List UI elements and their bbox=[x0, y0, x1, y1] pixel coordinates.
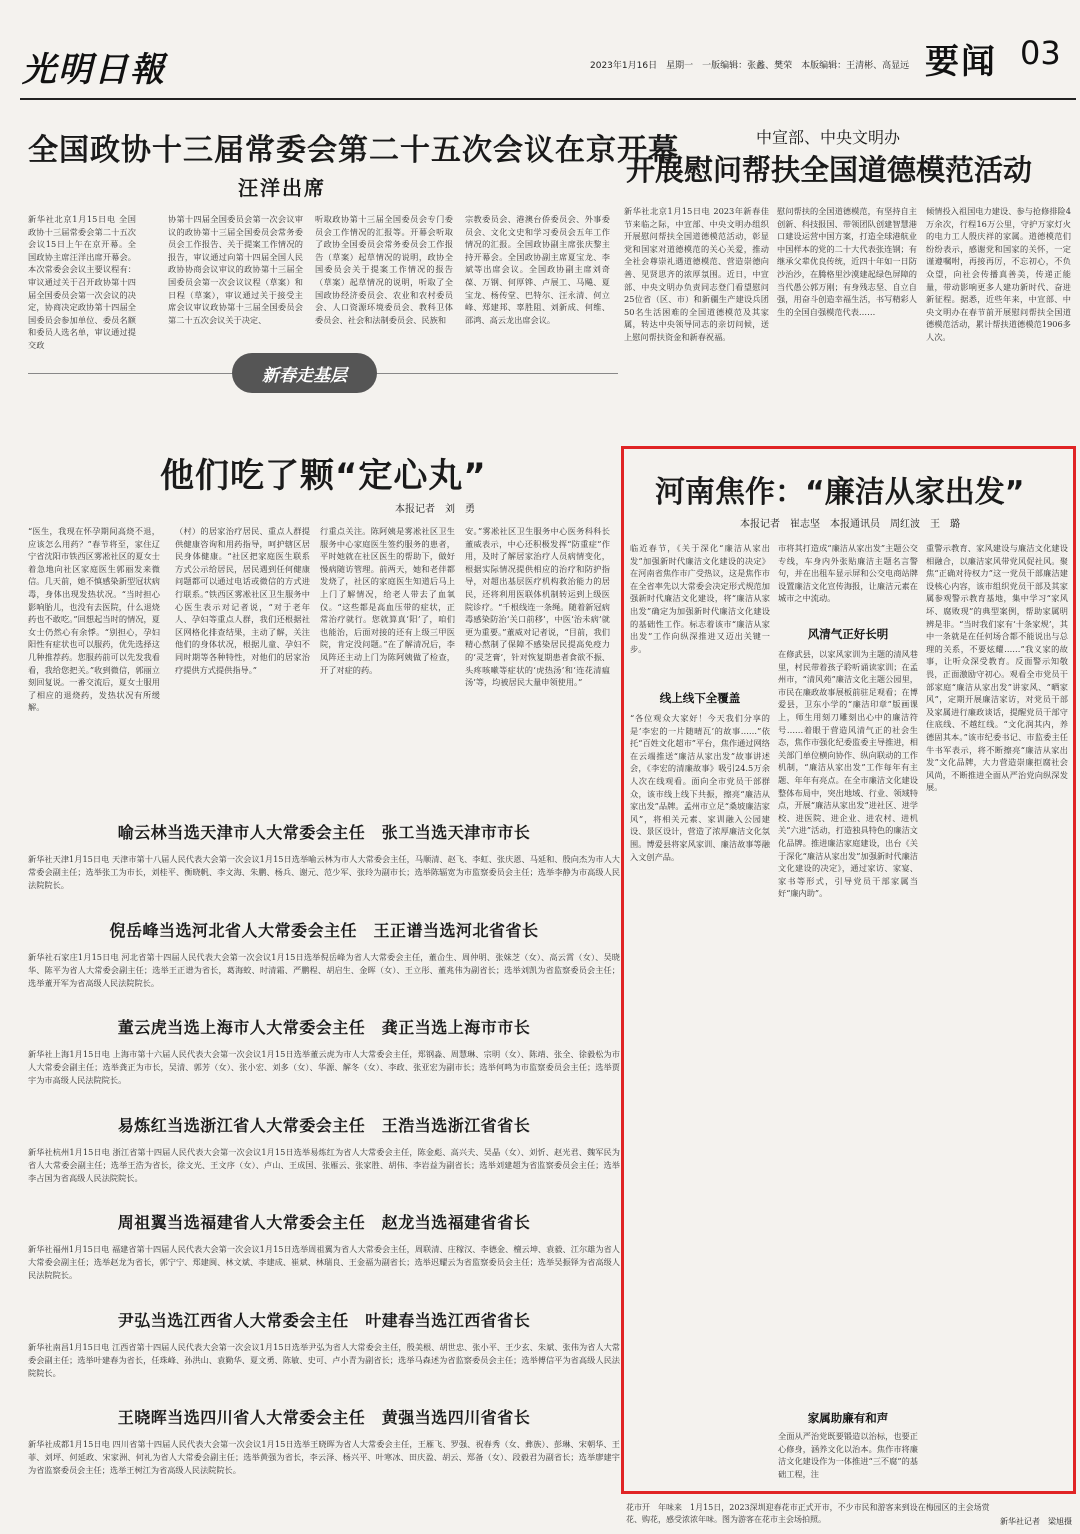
article1-col: 新华社北京1月15日电 全国政协十三届常委会第二十五次会议15日上午在京开幕。全国政协主席汪洋出席开幕会。本次常委会会议主要议程有：审议通过关于召开政协第十四届全国委员会第一次会议的决定，协商决定政协第十四届全国委员会参加单位、委员名额和委员人选名单，审议通过提交政 bbox=[28, 214, 136, 350]
article4-subhead: 风清气正好长明 bbox=[807, 627, 889, 641]
editors: 一版编辑：张蠡、樊荣 本版编辑：王清彬、高显远 bbox=[702, 61, 910, 71]
election-body: 新华社成都1月15日电 四川省第十四届人民代表大会第一次会议1月15日选举王晓晖为省人大常委会主任，王雁飞、罗强、祝春秀（女、彝族）、彭琳、宋朝华、王菲、刘坪、何延政、宋家洲、何礼为省人大常委会副主任；选举黄强为省长，李云泽、杨兴平、叶寒冰、田庆盈、胡云、郑备（女）、段毅君为副省长；选举廖建宇为省监察委员会主任；选举王树江为省高级人民法院院长。 bbox=[28, 1439, 620, 1475]
masthead-rule bbox=[20, 98, 1076, 100]
article4-subhead: 线上线下全覆盖 bbox=[659, 691, 741, 705]
page-number: 03 bbox=[1020, 34, 1061, 72]
article3-byline: 本报记者 刘 勇 bbox=[395, 504, 475, 515]
article2-headline: 开展慰问帮扶全国道德模范活动 bbox=[626, 153, 1033, 187]
election-title: 倪岳峰当选河北省人大常委会主任 王正谱当选河北省省长 bbox=[109, 921, 539, 940]
article2-col: 慰问帮扶的全国道德模范，有坚持自主创新、科技报国、带领团队创建智慧港口建设运营中国方案，打造全球港航业中国样本的党的二十大代表张连钢；有继承父辈优良传统，近四十年如一日防沙治沙，在腾格里沙漠建起绿色屏障的当代愚公郭万刚；有身残志坚、自立自强，用奋斗创造幸福生活，书写精彩人生的全国自强模范代表…… bbox=[777, 206, 917, 317]
election-body: 新华社杭州1月15日电 浙江省第十四届人民代表大会第一次会议1月15日选举易炼红为省人大常委会主任，陈金彪、高兴夫、吴晶（女）、刘忻、赵光君、魏军民为省人大常委会副主任；选举王浩为省长，徐文光、王文序（女）、卢山、王成国、张雁云、张家胜、胡伟、李岩益为副省长；选举刘建超为省监察委员会主任；选举李占国为省高级人民法院院长。 bbox=[28, 1147, 620, 1183]
dateline bbox=[590, 58, 909, 71]
election-title: 喻云林当选天津市人大常委会主任 张工当选天津市市长 bbox=[117, 823, 531, 842]
election-body: 新华社上海1月15日电 上海市第十六届人民代表大会第一次会议1月15日选举董云虎为市人大常委会主任，郑钢淼、周慧琳、宗明（女）、陈靖、张全、徐毅松为市人大常委会副主任；选举龚正为市长，吴清、郭芳（女）、张小宏、刘多（女）、华源、解冬（女）、李政、张亚宏为副市长；选举何鸣为市监察委员会主任；选举贾宇为市高级人民法院院长。 bbox=[28, 1049, 620, 1085]
photo-caption: 花市开 年味来 1月15日，2023深圳迎春花市正式开市，不少市民和游客来到设在梅园区的主会场赏花、购花，感受浓浓年味。图为游客在花市主会场拍照。 bbox=[626, 1503, 990, 1524]
article1-col: 宗教委员会、港澳台侨委员会、外事委员会、文化文史和学习委员会五年工作情况的汇报。全国政协副主席张庆黎主持开幕会。全国政协副主席夏宝龙、李斌等出席会议。全国政协副主席刘奇葆、万钢、何厚铧、卢展工、马飚、夏宝龙、杨传堂、巴特尔、汪永清、何立峰、郑建邦、辜胜阻、刘新成、何维、邵鸿、高云龙出席会议。 bbox=[465, 214, 610, 325]
article4-headline: 河南焦作：“廉洁从家出发” bbox=[655, 475, 1025, 510]
article4-col: 市将其打造成“廉洁从家出发”主题公交专线，车身内外张贴廉洁主题名言警句，并在出租车显示屏和公交电商站牌设置廉洁文化宣传海报，让廉洁元素在城市之中流动。 bbox=[778, 543, 918, 604]
election-body: 新华社石家庄1月15日电 河北省第十四届人民代表大会第一次会议1月15日选举倪岳峰为省人大常委会主任，董仚生、周仲明、张妹芝（女）、高云霄（女）、吴晓华、陈平为省人大常委会副主任；选举王正谱为省长，葛海蛟、时清霜、严鹏程、胡启生、金晖（女）、王立彤、董兆伟为副省长；选举刘凯为省监察委员会主任；选举董开军为省高级人民法院院长。 bbox=[28, 952, 620, 988]
election-body: 新华社福州1月15日电 福建省第十四届人民代表大会第一次会议1月15日选举周祖翼为省人大常委会主任，周联清、庄稼汉、李德金、檀云坤、袁毅、江尔雄为省人大常委会副主任；选举赵龙为省长，郭宁宁、郑建闽、林文斌、李建成、崔斌、林瑞良、王金福为副省长；选举迟耀云为省监察委员会主任；选举吴振铎为省高级人民法院院长。 bbox=[28, 1244, 620, 1280]
election-title: 易炼红当选浙江省人大常委会主任 王浩当选浙江省省长 bbox=[117, 1116, 531, 1135]
article3-col: “医生，我现在怀孕期间高烧不退，应该怎么用药？”春节将至，家住辽宁省沈阳市铁西区雾凇社区的夏女士着急地向社区家庭医生郭丽发来微信。几天前，她不慎感染新型冠状病毒，身体出现发热状况。“当时担心影响胎儿，也没有去医院，什么退烧药也不敢吃。”回想起当时的情况，夏女士仍然心有余悸。“别担心，孕妇阳性有症状也可以服药，优先选择这几种推荐药。您服药前可以先发我看看，我给您把关。”收到微信，郭丽立刻回复说。一番交流后，夏女士服用了相应的退烧药，发热状况有所缓解。 bbox=[28, 526, 160, 713]
article1-col: 听取政协第十三届全国委员会专门委员会工作情况的汇报等。开幕会听取了政协全国委员会常务委员会工作报告（草案）起草情况的说明，政协全国委员会关于提案工作情况的报告（草案）起草情况的说明，听取了全国政协经济委员会、农业和农村委员会、人口资源环境委员会、教科卫体委员会、社会和法制委员会、民族和 bbox=[315, 214, 453, 325]
article4-byline: 本报记者 崔志坚 本报通讯员 周红波 王 璐 bbox=[740, 519, 960, 530]
section-banner: 新春走基层 bbox=[232, 353, 377, 393]
election-item bbox=[28, 1015, 620, 1085]
article1-col: 协第十四届全国委员会第一次会议审议的政协第十三届全国委员会常务委员会工作报告、关于提案工作情况的报告，审议通过向第十四届全国人民政协协商会议审议的政协第十三届全国委员会第一次会议议程（草案）和日程（草案），审议通过关于接受主席会议审议政协第十三届全国委员会第二十五次会议关于决定、 bbox=[168, 214, 303, 325]
article2-kicker: 中宣部、中央文明办 bbox=[756, 128, 901, 147]
article3-headline: 他们吃了颗“定心丸” bbox=[160, 456, 487, 496]
date: 2023年1月16日 bbox=[590, 61, 658, 71]
article4-col: 重警示教育、家风建设与廉洁文化建设相融合，以廉洁家风带党风促社风。聚焦“正确对待权力”这一党员干部廉洁建设核心内容，该市组织党员干部及其家属参观警示教育基地，集中学习“家风坏、腐败现”的典型案例，帮助家属明辨是非。“当时我们家有‘十条家规’，其中一条就是在任何场合都不能说出与总理的关系，不要炫耀……”我义家的故事，让听众深受教育。反面警示知敬畏，正面激励守初心。观看全市党员干部家庭“廉洁从家出发”讲家风、“晒家风”，定期开展廉洁家访，对党员干部及家属进行廉政谈话，提醒党员干部守住底线、不越红线。“文化润其内，养德固其本。”该市纪委书记、市监委主任牛书军表示，将不断擦亮“廉洁从家出发”文化品牌，大力营造崇廉拒腐社会风尚，不断推进全面从严治党向纵深发展。 bbox=[926, 543, 1068, 793]
election-title: 周祖翼当选福建省人大常委会主任 赵龙当选福建省省长 bbox=[117, 1213, 531, 1232]
article3-col: （村）的居家治疗居民、重点人群提供健康咨询和用药指导，呵护辖区居民身体健康。“社区把家庭医生联系方式公示给居民，居民遇到任何健康问题都可以通过电话或微信的方式进行联系。”铁西区雾凇社区卫生服务中心医生表示对记者说，“对于老年人、孕妇等重点人群，我们还根据社区网格化排查结果，主动了解，关注他们的身体状况，根据儿童、孕妇不同时期等各种特性，对他们的居家治疗提供方式提供指导。” bbox=[175, 526, 310, 675]
election-title: 王晓晖当选四川省人大常委会主任 黄强当选四川省省长 bbox=[117, 1408, 531, 1427]
election-item bbox=[28, 820, 620, 890]
election-title: 尹弘当选江西省人大常委会主任 叶建春当选江西省省长 bbox=[117, 1311, 531, 1330]
photo-credit: 新华社记者 梁旭摄 bbox=[1000, 1517, 1072, 1526]
article4-subhead: 家属助廉有和声 bbox=[807, 1411, 889, 1425]
article4-lead: 临近春节，《关于深化“廉洁从家出发”加强新时代廉洁文化建设的决定》在河南省焦作市广受热议，这是焦作市在全省率先以大常委会决定形式规范加强新时代廉洁文化建设，将“廉洁从家出发”确定为加强新时代廉洁文化建设的基础性工作。标志着该市“廉洁从家出发”工作向纵深推进又迈出关键一步。 bbox=[630, 543, 770, 654]
election-item bbox=[28, 1405, 620, 1477]
section-label: 要闻 bbox=[925, 42, 997, 82]
election-item bbox=[28, 918, 620, 988]
article1-headline: 全国政协十三届常委会第二十五次会议在京开幕 bbox=[28, 133, 679, 168]
election-body: 新华社南昌1月15日电 江西省第十四届人民代表大会第一次会议1月15日选举尹弘为省人大常委会主任，殷美根、胡世忠、张小平、王少玄、朱斌、张伟为省人大常委会副主任；选举叶建春为省长，任珠峰、孙洪山、袁勤华、夏文勇、陈敏、史可、卢小青为副省长；选举马森述为省监察委员会主任；选举傅信平为省高级人民法院院长。 bbox=[28, 1342, 620, 1378]
election-item bbox=[28, 1113, 620, 1183]
article4-col: 在修武县，以家风家训为主题的清风巷里，村民带着孩子聆听诵读家训；在孟州市，“清风苑”廉洁文化主题公园里，市民在廉政故事展板前驻足观看；在博爱县，卫东小学的“廉洁印章”版画课上，师生用刻刀雕刻出心中的廉洁符号……着眼于营造风清气正的社会生态，焦作市强化纪委监委主导推进，相关部门单位横向协作、纵向联动的工作机制，“廉洁从家出发”工作每年有主题、年年有亮点。在全市廉洁文化建设整体布局中，突出地域、行业、领域特点，开展“廉洁从家出发”进社区、进学校、进医院、进企业、进农村、进机关“六进”活动，打造独具特色的廉洁文化品牌。推进廉洁家庭建设，出台《关于深化“廉洁从家出发”加强新时代廉洁文化建设的决定》，通过家访、家宴、家书等形式，引导党员干部家属当好“廉内助”。 bbox=[778, 649, 918, 899]
article1-subhead: 汪洋出席 bbox=[238, 176, 326, 200]
election-body: 新华社天津1月15日电 天津市第十八届人民代表大会第一次会议1月15日选举喻云林为市人大常委会主任，马顺清、赵飞、李虹、张庆恩、马延和、殷向杰为市人大常委会副主任；选举张工为市长，刘桂平、衡晓帆、李文海、朱鹏、杨兵、谢元、范少军、张玲为副市长；选举陈辐宽为市监察委员会主任；选举李静为市高级人民法院院长。 bbox=[28, 854, 620, 890]
election-title: 董云虎当选上海市人大常委会主任 龚正当选上海市市长 bbox=[117, 1018, 531, 1037]
article2-col: 倾情投入祖国电力建设、参与抢修排险4万余次，行程16万公里，守护万家灯火的电力工人殷庆祥的家属。道德模范们纷纷表示，感谢党和国家的关怀，一定谨遵嘱咐，再接再厉，不忘初心，不负众望，向社会传播真善美，传递正能量，带动影响更多人建功新时代、奋进新征程。据悉，近些年来，中宣部、中央文明办在春节前开展慰问帮扶全国道德模范活动，累计帮扶道德模范1906多人次。 bbox=[926, 206, 1071, 342]
newspaper-logo: 光明日報 bbox=[22, 50, 166, 90]
article4-col: “各位观众大家好！今天我们分享的是‘李宏的一片随晴瓦’的故事……”依托“百姓文化超市”平台，焦作通过网络在云端推送“廉洁从家出发”故事讲述会，《李宏的清廉故事》吸引24.5万余人次在线观看。面向全市党员干部群众，该市线上线下共振，擦亮“廉洁从家出发”品牌。孟州市立足“桑坡廉洁家风”，将相关元素、家训融入公园建设、景区设计，营造了浓厚廉洁文化氛围。博爱县将家风家训、廉洁故事等融入文创产品。 bbox=[630, 713, 770, 862]
article3-col: 安。”雾凇社区卫生服务中心医务科科长董威表示，中心还积极发挥“防重症”作用，及时了解居家治疗人员病情变化，根据实际情况提供相应的治疗和防护指导，对超出基层医疗机构救治能力的居民，还将利用医联体机制转运到上级医院诊疗。“千根线连一条绳。随着新冠病毒感染防治‘关口前移’，中医‘治未病’就更为重要。”董威对记者说，“目前，我们精心熬制了保障不感染居民提高免疫力的‘灵芝膏’，针对恢复期患者食欲不振、头疼咳嗽等症状的‘虎热汤’和‘连花清瘟汤’等，均被居民大量申领使用。” bbox=[465, 526, 610, 688]
election-item bbox=[28, 1210, 620, 1280]
article2-col: 新华社北京1月15日电 2023年新春佳节来临之际，中宣部、中央文明办组织开展慰问帮扶全国道德模范活动，彰显党和国家对道德模范的关心关爱，推动全社会尊崇礼遇道德模范、营造崇德向善、见贤思齐的浓厚氛围。近日，中宣部、中央文明办负责同志登门看望慰问25位省（区、市）和新疆生产建设兵团50名生活困难的全国道德模范及其家属，转达中央领导同志的亲切问候，送上慰问帮扶资金和新春祝福。 bbox=[624, 206, 769, 342]
article4-col: 全面从严治党既要锻造以治标，也要正心修身，涵养文化以治本。焦作市将廉洁文化建设作为一体推进“三不腐”的基础工程，注 bbox=[778, 1431, 918, 1479]
election-item bbox=[28, 1308, 620, 1378]
weekday: 星期一 bbox=[666, 61, 694, 71]
article3-col: 行重点关注。陈阿姨是雾凇社区卫生服务中心家庭医生签约服务的患者，平时她就在社区医生的帮助下，做好慢病随访管理。前两天，她和老伴都发烧了，社区的家庭医生知道后马上上门了解情况，给老人带去了血氧仪。“这些都是高血压带的症状，正常治疗就行。您就算真‘阳’了，咱们也能治，后面对接的还有上级三甲医院，肯定没问题。”在了解清况后，李凤阵还主动上门为陈阿姨做了检查，开了对症的药。 bbox=[320, 526, 455, 675]
